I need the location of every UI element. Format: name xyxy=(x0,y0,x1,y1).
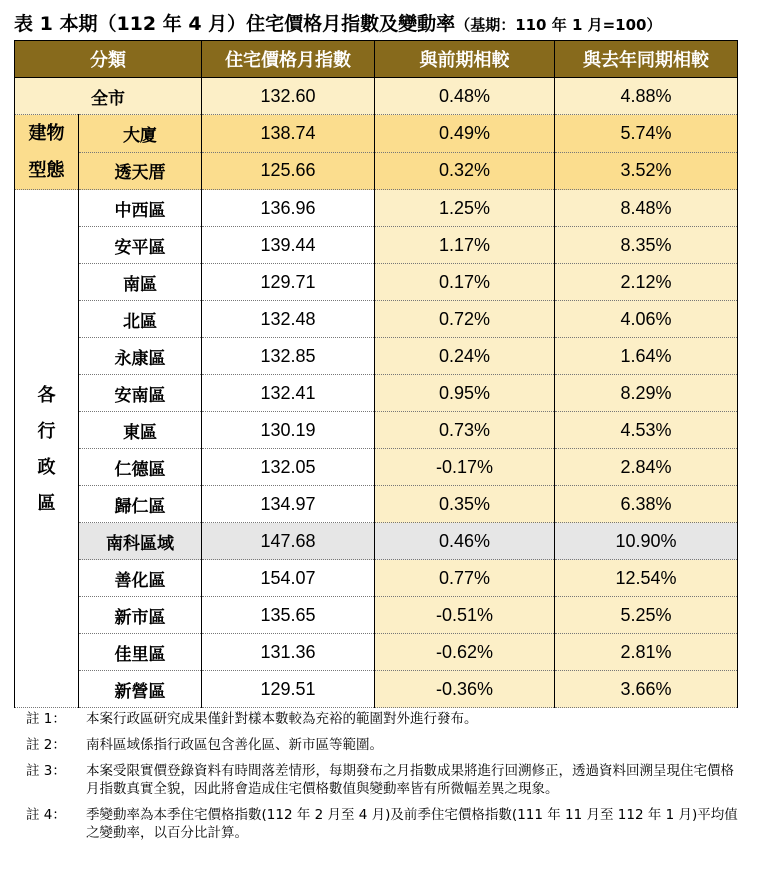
mom-cell: 0.72% xyxy=(375,301,555,338)
footnote-label: 註 1： xyxy=(26,711,66,727)
row-label: 東區 xyxy=(79,412,202,449)
yoy-cell: 5.74% xyxy=(555,115,738,153)
table-row-city xyxy=(15,78,738,115)
table-title-base-period: （基期：110 年 1 月=100） xyxy=(455,16,662,34)
table-row-district xyxy=(15,338,738,375)
footnote-label: 註 4： xyxy=(26,807,66,823)
index-cell: 132.05 xyxy=(202,449,375,486)
group-label-char: 各 xyxy=(37,384,56,405)
group-label-char: 建物 xyxy=(28,123,65,143)
row-label: 南科區域 xyxy=(79,523,202,560)
yoy-cell: 2.84% xyxy=(555,449,738,486)
mom-cell: -0.62% xyxy=(375,634,555,671)
table-row-district xyxy=(15,375,738,412)
table-row-district xyxy=(15,634,738,671)
row-label: 仁德區 xyxy=(79,449,202,486)
table-title-main: 表 1 本期（112 年 4 月）住宅價格月指數及變動率 xyxy=(14,13,456,35)
group-label-char: 區 xyxy=(37,492,56,513)
row-label: 中西區 xyxy=(79,190,202,227)
group-label-char: 型態 xyxy=(28,160,65,180)
row-label: 南區 xyxy=(79,264,202,301)
footnote xyxy=(26,806,746,842)
table-row-building xyxy=(15,152,738,190)
row-label: 北區 xyxy=(79,301,202,338)
housing-price-index-table xyxy=(14,40,738,708)
index-cell: 129.51 xyxy=(202,671,375,708)
table-row-district xyxy=(15,671,738,708)
yoy-cell: 1.64% xyxy=(555,338,738,375)
row-label: 全市 xyxy=(15,78,202,115)
index-cell: 134.97 xyxy=(202,486,375,523)
footnote xyxy=(26,710,746,728)
row-label: 佳里區 xyxy=(79,634,202,671)
index-cell: 135.65 xyxy=(202,597,375,634)
mom-cell: 0.35% xyxy=(375,486,555,523)
yoy-cell: 3.52% xyxy=(555,152,738,190)
index-cell: 129.71 xyxy=(202,264,375,301)
header-index: 住宅價格月指數 xyxy=(202,41,375,78)
mom-cell: 0.77% xyxy=(375,560,555,597)
row-label: 新市區 xyxy=(79,597,202,634)
index-cell: 136.96 xyxy=(202,190,375,227)
row-label: 透天厝 xyxy=(79,152,202,190)
footnote-text: 季變動率為本季住宅價格指數(112 年 2 月至 4 月)及前季住宅價格指數(111 年 11 月至 112 年 1 月)平均值之變動率，以百分比計算。 xyxy=(86,807,738,841)
yoy-cell: 8.35% xyxy=(555,227,738,264)
table-row-district xyxy=(15,486,738,523)
footnote xyxy=(26,762,746,798)
row-label: 新營區 xyxy=(79,671,202,708)
table-row-building xyxy=(15,115,738,153)
header-mom: 與前期相較 xyxy=(375,41,555,78)
yoy-cell: 5.25% xyxy=(555,597,738,634)
mom-cell: 0.17% xyxy=(375,264,555,301)
index-cell: 132.48 xyxy=(202,301,375,338)
yoy-cell: 2.81% xyxy=(555,634,738,671)
yoy-cell: 6.38% xyxy=(555,486,738,523)
index-cell: 138.74 xyxy=(202,115,375,153)
row-label: 大廈 xyxy=(79,115,202,153)
index-cell: 139.44 xyxy=(202,227,375,264)
index-cell: 125.66 xyxy=(202,152,375,190)
footnote-label: 註 3： xyxy=(26,763,66,779)
row-label: 永康區 xyxy=(79,338,202,375)
row-label: 安平區 xyxy=(79,227,202,264)
row-label: 善化區 xyxy=(79,560,202,597)
group-label-char: 政 xyxy=(37,456,56,477)
footnote-text: 本案受限實價登錄資料有時間落差情形，每期發布之月指數成果將進行回溯修正，透過資料回溯呈現住宅價格月指數真實全貌，因此將會造成住宅價格數值與變動率皆有所微幅差異之現象。 xyxy=(86,763,734,797)
yoy-cell: 3.66% xyxy=(555,671,738,708)
mom-cell: 0.46% xyxy=(375,523,555,560)
mom-cell: 0.32% xyxy=(375,152,555,190)
yoy-cell: 12.54% xyxy=(555,560,738,597)
index-cell: 130.19 xyxy=(202,412,375,449)
group-label-districts xyxy=(15,190,79,708)
mom-cell: 0.24% xyxy=(375,338,555,375)
table-row-district xyxy=(15,560,738,597)
index-cell: 132.60 xyxy=(202,78,375,115)
mom-cell: -0.36% xyxy=(375,671,555,708)
footnote xyxy=(26,736,746,754)
index-cell: 131.36 xyxy=(202,634,375,671)
table-title xyxy=(14,9,754,39)
table-row-district xyxy=(15,597,738,634)
mom-cell: 0.49% xyxy=(375,115,555,153)
table-header-row xyxy=(15,41,738,78)
index-cell: 154.07 xyxy=(202,560,375,597)
mom-cell: 1.17% xyxy=(375,227,555,264)
footnotes xyxy=(26,710,746,850)
table-row-district xyxy=(15,301,738,338)
yoy-cell: 8.48% xyxy=(555,190,738,227)
group-label-building-type xyxy=(15,115,79,190)
mom-cell: 0.95% xyxy=(375,375,555,412)
table-row-district xyxy=(15,227,738,264)
table-row-district xyxy=(15,412,738,449)
header-category: 分類 xyxy=(15,41,202,78)
yoy-cell: 8.29% xyxy=(555,375,738,412)
footnote-text: 南科區域係指行政區包含善化區、新市區等範圍。 xyxy=(86,737,383,753)
header-yoy: 與去年同期相較 xyxy=(555,41,738,78)
mom-cell: 0.73% xyxy=(375,412,555,449)
index-cell: 147.68 xyxy=(202,523,375,560)
mom-cell: -0.17% xyxy=(375,449,555,486)
mom-cell: 0.48% xyxy=(375,78,555,115)
index-cell: 132.85 xyxy=(202,338,375,375)
table-row-district xyxy=(15,449,738,486)
yoy-cell: 4.06% xyxy=(555,301,738,338)
yoy-cell: 10.90% xyxy=(555,523,738,560)
table-row-science-park xyxy=(15,523,738,560)
table-row-district xyxy=(15,264,738,301)
mom-cell: 1.25% xyxy=(375,190,555,227)
footnote-text: 本案行政區研究成果僅針對樣本數較為充裕的範圍對外進行發布。 xyxy=(86,711,478,727)
index-cell: 132.41 xyxy=(202,375,375,412)
mom-cell: -0.51% xyxy=(375,597,555,634)
table-row-district xyxy=(15,190,738,227)
footnote-label: 註 2： xyxy=(26,737,66,753)
yoy-cell: 4.88% xyxy=(555,78,738,115)
row-label: 安南區 xyxy=(79,375,202,412)
yoy-cell: 4.53% xyxy=(555,412,738,449)
yoy-cell: 2.12% xyxy=(555,264,738,301)
row-label: 歸仁區 xyxy=(79,486,202,523)
group-label-char: 行 xyxy=(37,420,56,441)
